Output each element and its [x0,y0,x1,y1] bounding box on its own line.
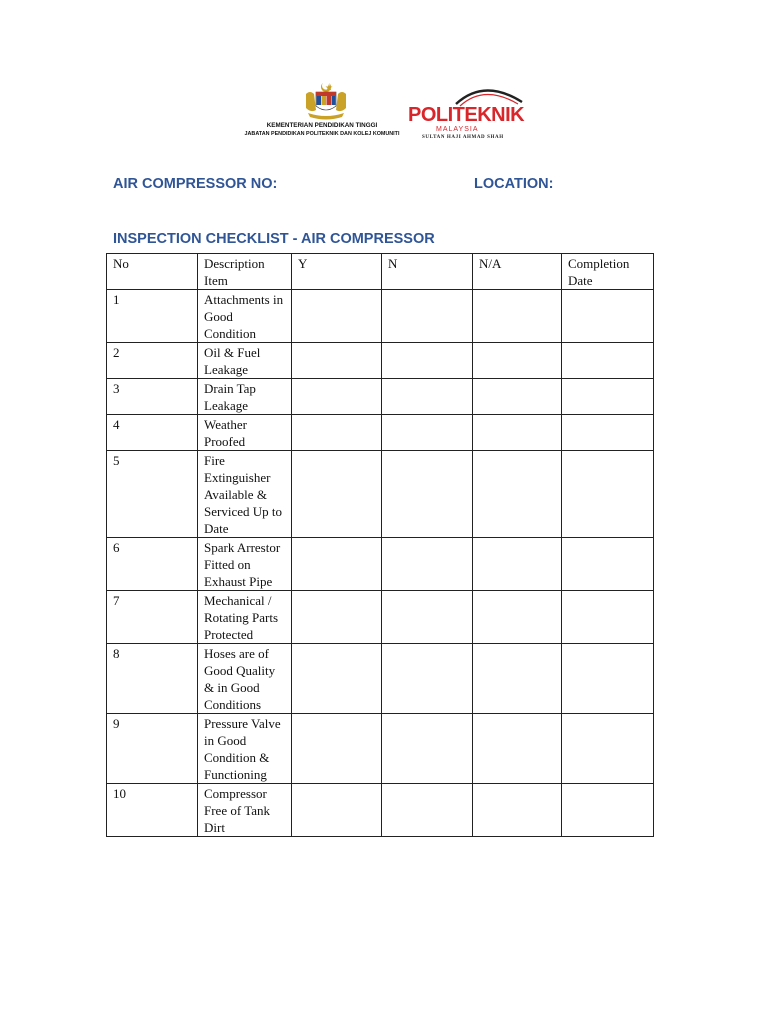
document-header [236,80,536,142]
cell-y[interactable] [292,784,382,837]
row-number: 4 [107,415,198,451]
header-no: No [107,254,198,290]
header-n: N [382,254,473,290]
header-completion-date: Completion Date [562,254,654,290]
cell-y[interactable] [292,538,382,591]
table-header-row [107,254,654,290]
header-na: N/A [473,254,562,290]
row-number: 3 [107,379,198,415]
politeknik-wordmark: POLITEKNIK [408,104,525,126]
compressor-no-label: AIR COMPRESSOR NO: [113,176,278,192]
cell-y[interactable] [292,290,382,343]
politeknik-country: MALAYSIA [436,126,479,133]
row-number: 7 [107,591,198,644]
cell-y[interactable] [292,591,382,644]
cell-n[interactable] [382,644,473,714]
table-row [107,784,654,837]
cell-y[interactable] [292,415,382,451]
location-label: LOCATION: [474,176,554,192]
row-description: Mechanical / Rotating Parts Protected [198,591,292,644]
cell-y[interactable] [292,451,382,538]
cell-completion-date[interactable] [562,290,654,343]
row-number: 6 [107,538,198,591]
cell-y[interactable] [292,714,382,784]
cell-y[interactable] [292,644,382,714]
malaysia-coat-of-arms-logo [296,80,356,120]
cell-n[interactable] [382,784,473,837]
ministry-line-2: JABATAN PENDIDIKAN POLITEKNIK DAN KOLEJ KOMUNITI [244,131,400,137]
table-row [107,343,654,379]
table-row [107,415,654,451]
cell-completion-date[interactable] [562,714,654,784]
cell-completion-date[interactable] [562,451,654,538]
cell-n[interactable] [382,379,473,415]
table-row [107,644,654,714]
row-description: Drain Tap Leakage [198,379,292,415]
politeknik-campus: SULTAN HAJI AHMAD SHAH [422,135,504,140]
cell-na[interactable] [473,538,562,591]
row-description: Weather Proofed [198,415,292,451]
cell-na[interactable] [473,343,562,379]
row-number: 8 [107,644,198,714]
cell-na[interactable] [473,290,562,343]
table-row [107,714,654,784]
row-number: 9 [107,714,198,784]
row-description: Oil & Fuel Leakage [198,343,292,379]
cell-n[interactable] [382,415,473,451]
table-row [107,379,654,415]
cell-na[interactable] [473,714,562,784]
cell-na[interactable] [473,379,562,415]
cell-completion-date[interactable] [562,343,654,379]
politeknik-logo [404,84,534,142]
cell-y[interactable] [292,343,382,379]
ministry-line-1: KEMENTERIAN PENDIDIKAN TINGGI [266,122,378,129]
checklist-title: INSPECTION CHECKLIST - AIR COMPRESSOR [113,231,435,247]
cell-na[interactable] [473,415,562,451]
header-y: Y [292,254,382,290]
cell-na[interactable] [473,644,562,714]
cell-completion-date[interactable] [562,591,654,644]
inspection-checklist-table [106,253,654,837]
table-row [107,290,654,343]
cell-completion-date[interactable] [562,538,654,591]
cell-completion-date[interactable] [562,379,654,415]
cell-n[interactable] [382,343,473,379]
row-description: Compressor Free of Tank Dirt [198,784,292,837]
cell-completion-date[interactable] [562,644,654,714]
row-number: 2 [107,343,198,379]
row-description: Fire Extinguisher Available & Serviced Up to Date [198,451,292,538]
ministry-name [236,122,408,138]
cell-na[interactable] [473,784,562,837]
cell-completion-date[interactable] [562,784,654,837]
cell-n[interactable] [382,290,473,343]
cell-na[interactable] [473,591,562,644]
cell-completion-date[interactable] [562,415,654,451]
header-description: Description Item [198,254,292,290]
row-description: Pressure Valve in Good Condition & Functioning [198,714,292,784]
cell-n[interactable] [382,538,473,591]
cell-y[interactable] [292,379,382,415]
cell-n[interactable] [382,591,473,644]
row-number: 5 [107,451,198,538]
row-description: Attachments in Good Condition [198,290,292,343]
cell-n[interactable] [382,714,473,784]
cell-na[interactable] [473,451,562,538]
row-number: 10 [107,784,198,837]
cell-n[interactable] [382,451,473,538]
table-row [107,538,654,591]
row-description: Hoses are of Good Quality & in Good Conditions [198,644,292,714]
table-row [107,451,654,538]
table-row [107,591,654,644]
row-number: 1 [107,290,198,343]
row-description: Spark Arrestor Fitted on Exhaust Pipe [198,538,292,591]
